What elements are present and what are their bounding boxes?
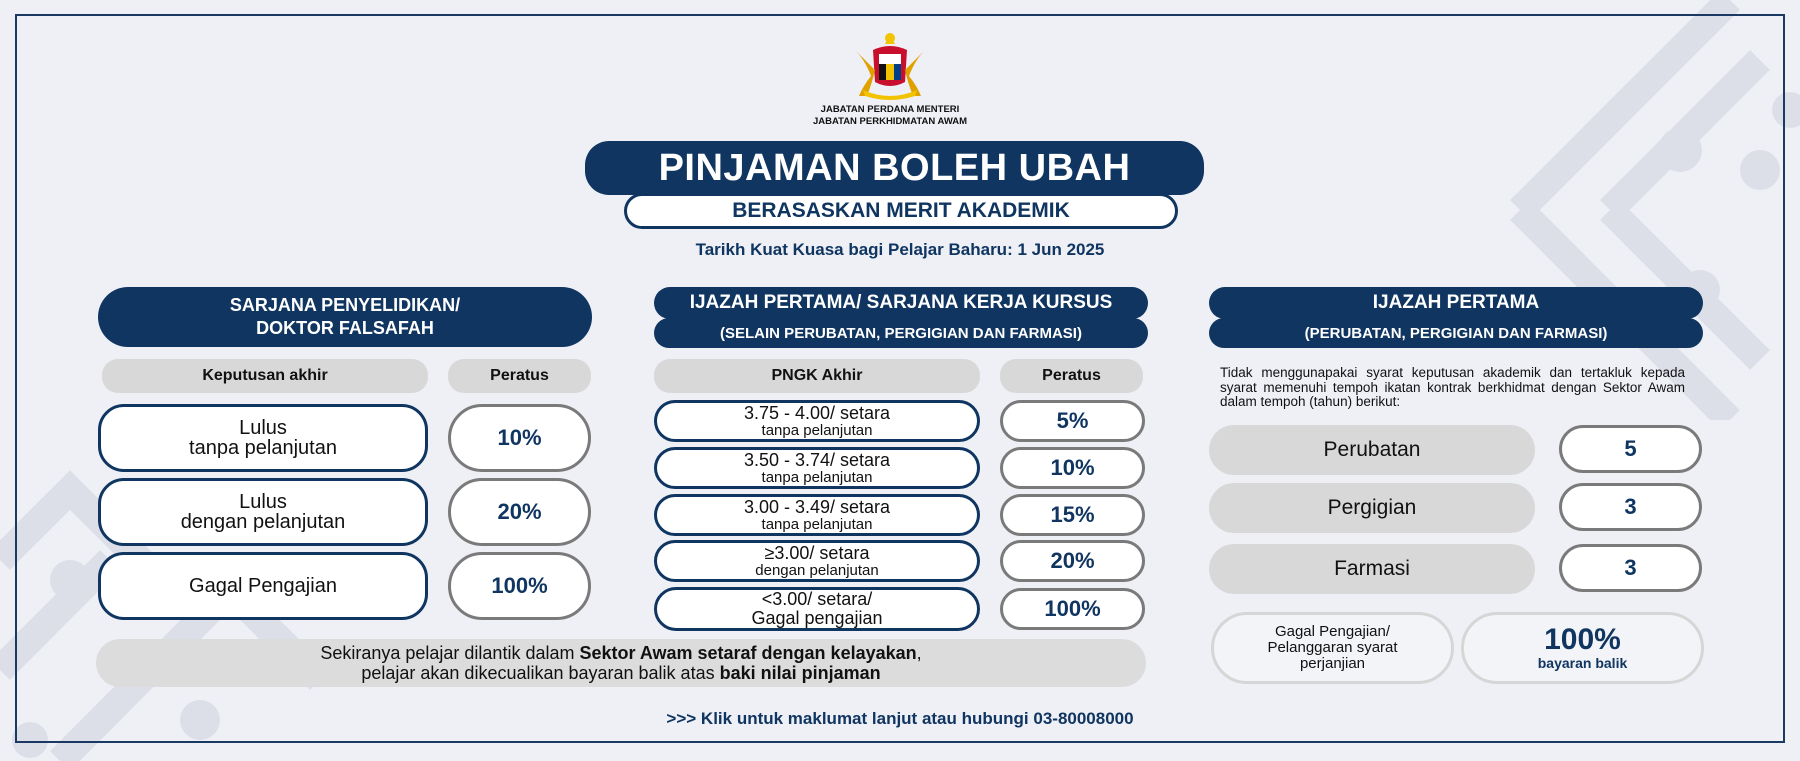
col1-title-line2: DOKTOR FALSAFAH <box>256 318 434 338</box>
page-subtitle <box>624 193 1178 229</box>
col1-row-2-line2: dengan pelanjutan <box>180 511 346 533</box>
col3-fail-line3: perjanjian <box>1299 655 1366 672</box>
exemption-note-bold2: baki nilai pinjaman <box>719 663 881 683</box>
col2-row-2-percent: 10% <box>1000 447 1145 489</box>
government-crest-logo <box>845 30 935 102</box>
effective-date: Tarikh Kuat Kuasa bagi Pelajar Baharu: 1 Jun 2025 <box>695 240 1105 259</box>
col2-header-left: PNGK Akhir <box>654 359 980 393</box>
col3-fail-line2: Pelanggaran syarat <box>1267 639 1398 656</box>
exemption-note-part1: Sekiranya pelajar dilantik dalam <box>320 643 580 663</box>
agency-line-2: JABATAN PERKHIDMATAN AWAM <box>812 116 968 127</box>
exemption-note <box>96 639 1146 687</box>
col2-row-4-sub: dengan pelanjutan <box>755 562 879 579</box>
col1-row-2-percent: 20% <box>448 478 591 546</box>
col2-row-2-label <box>654 447 980 489</box>
col1-row-3-label <box>98 552 428 620</box>
col2-row-5-label <box>654 587 980 631</box>
page-title-text: PINJAMAN BOLEH UBAH <box>658 146 1131 189</box>
exemption-note-line1 <box>320 643 921 663</box>
col3-title-line2: (PERUBATAN, PERGIGIAN DAN FARMASI) <box>1209 318 1703 348</box>
col2-title-line2: (SELAIN PERUBATAN, PERGIGIAN DAN FARMASI) <box>654 318 1148 348</box>
col3-fail-percent: 100% <box>1544 623 1621 656</box>
col2-row-5-sub: Gagal pengajian <box>751 608 883 628</box>
col2-header-right: Peratus <box>1000 359 1143 393</box>
col1-row-3-line1: Gagal Pengajian <box>189 575 337 597</box>
col3-row-1-label: Perubatan <box>1209 425 1535 475</box>
col1-row-3-percent: 100% <box>448 552 591 620</box>
col2-row-1-main: 3.75 - 4.00/ setara <box>743 403 891 423</box>
col3-fail-label <box>1211 612 1454 684</box>
col1-header-left: Keputusan akhir <box>102 359 428 393</box>
agency-line-1: JABATAN PERDANA MENTERI <box>820 104 960 115</box>
col1-row-1-line2: tanpa pelanjutan <box>189 437 337 459</box>
col3-title-line1: IJAZAH PERTAMA <box>1209 287 1703 319</box>
col1-row-1-percent: 10% <box>448 404 591 472</box>
col3-row-2-label: Pergigian <box>1209 483 1535 533</box>
col2-row-3-main: 3.00 - 3.49/ setara <box>743 497 891 517</box>
col1-row-2-label <box>98 478 428 546</box>
exemption-note-part2: , <box>916 643 922 663</box>
col2-row-5-percent: 100% <box>1000 588 1145 630</box>
col3-row-3-label: Farmasi <box>1209 544 1535 594</box>
col1-title-line1: SARJANA PENYELIDIKAN/ <box>229 295 461 315</box>
col3-fail-line1: Gagal Pengajian/ <box>1274 623 1391 640</box>
col2-row-2-main: 3.50 - 3.74/ setara <box>743 450 891 470</box>
col3-fail-note: bayaran balik <box>1537 655 1628 671</box>
col1-row-1-label <box>98 404 428 472</box>
col3-fail-percent-box <box>1461 612 1704 684</box>
col2-row-1-percent: 5% <box>1000 400 1145 442</box>
col2-row-3-sub: tanpa pelanjutan <box>761 516 873 533</box>
exemption-note-bold1: Sektor Awam setaraf dengan kelayakan <box>579 643 917 663</box>
exemption-note-line2 <box>361 663 880 683</box>
col3-row-3-years: 3 <box>1559 544 1702 592</box>
col2-row-3-label <box>654 494 980 536</box>
more-info-link[interactable]: >>> Klik untuk maklumat lanjut atau hubungi 03-80008000 <box>666 709 1134 728</box>
col2-row-4-main: ≥3.00/ setara <box>764 543 870 563</box>
col1-title <box>98 287 592 347</box>
col2-row-4-label <box>654 540 980 582</box>
col3-description: Tidak menggunapakai syarat keputusan akademik dan tertakluk kepada syarat memenuhi tempoh ikatan kontrak berkhidmat dengan Sektor Awam dalam tempoh (tahun) berikut: <box>1220 365 1685 409</box>
exemption-note-part3: pelajar akan dikecualikan bayaran balik atas <box>361 663 720 683</box>
col3-row-2-years: 3 <box>1559 483 1702 531</box>
col2-row-4-percent: 20% <box>1000 540 1145 582</box>
col1-header-right: Peratus <box>448 359 591 393</box>
col3-row-1-years: 5 <box>1559 425 1702 473</box>
col2-title-line1: IJAZAH PERTAMA/ SARJANA KERJA KURSUS <box>654 287 1148 319</box>
col2-row-1-label <box>654 400 980 442</box>
col1-row-2-line1: Lulus <box>239 491 287 513</box>
col1-row-1-line1: Lulus <box>239 417 287 439</box>
page-title <box>585 141 1204 195</box>
col2-row-2-sub: tanpa pelanjutan <box>761 469 873 486</box>
col2-row-5-main: <3.00/ setara/ <box>761 589 873 609</box>
col2-row-3-percent: 15% <box>1000 494 1145 536</box>
page-subtitle-text: BERASASKAN MERIT AKADEMIK <box>732 199 1070 222</box>
col2-row-1-sub: tanpa pelanjutan <box>761 422 873 439</box>
